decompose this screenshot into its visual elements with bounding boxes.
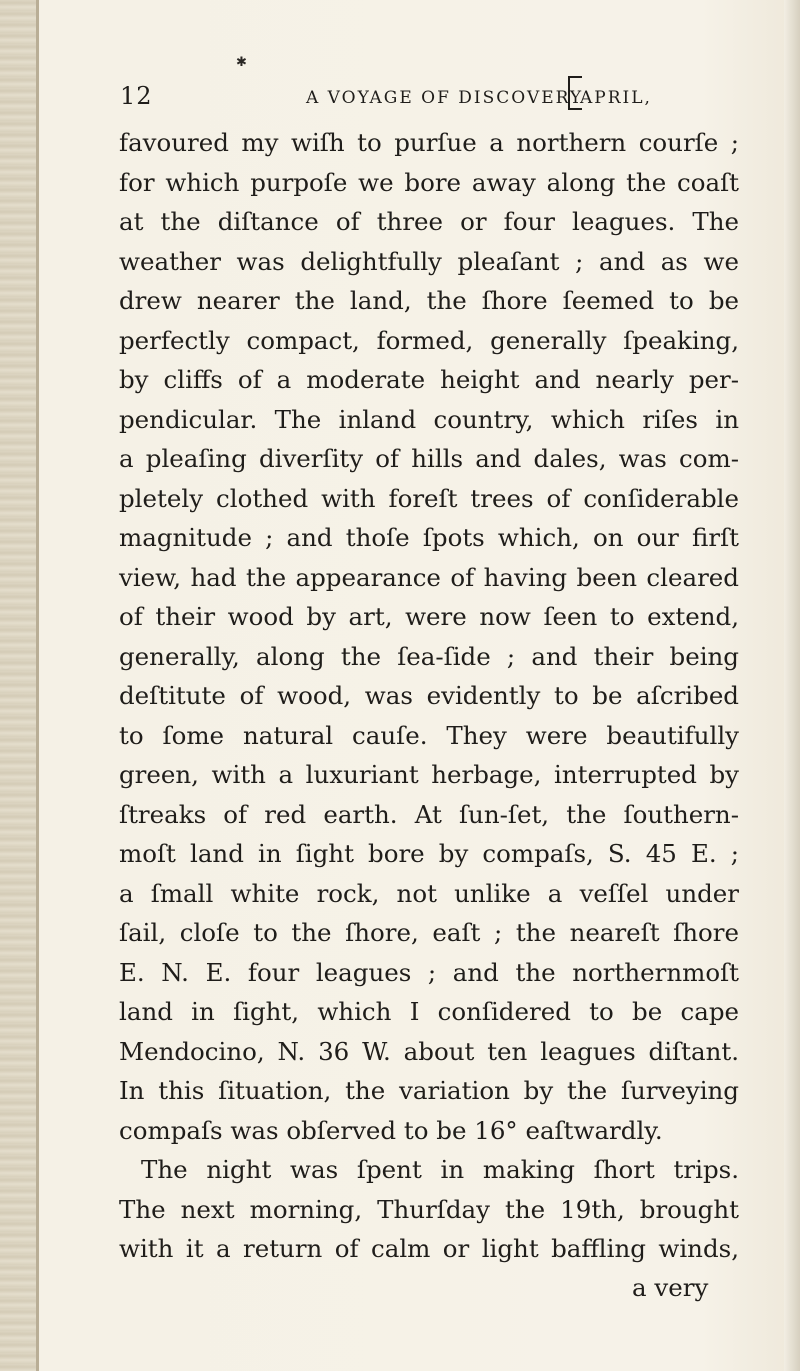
text-line: ſail, cloſe to the ſhore, eaſt ; the neareſt ſhore <box>119 918 739 947</box>
text-line: magnitude ; and thoſe ſpots which, on our firſt <box>119 523 739 552</box>
text-line: pendicular. The inland country, which riſes in <box>119 404 739 434</box>
text-line: of their wood by art, were now ſeen to extend, <box>119 602 739 631</box>
page-number: 12 <box>120 82 153 110</box>
text-line: view, had the appearance of having been cleared <box>119 562 739 592</box>
catchword: a very <box>632 1273 709 1302</box>
text-line: favoured my wiſh to purſue a northern courſe ; <box>119 128 739 157</box>
text-line: generally, along the ſea-ſide ; and their being <box>119 641 739 671</box>
text-line: with it a return of calm or light baffling winds, <box>119 1234 739 1263</box>
text-line: The night was ſpent in making ſhort trips. <box>141 1155 739 1184</box>
text-line: E. N. E. four leagues ; and the northernmoſt <box>119 957 739 987</box>
text-line: pletely clothed with foreſt trees of conſiderable <box>119 483 739 513</box>
text-line: for which purpoſe we bore away along the coaſt <box>119 167 739 197</box>
text-line: perfectly compact, formed, generally ſpeaking, <box>119 325 739 355</box>
date-tag-text: APRIL, <box>580 88 652 108</box>
text-line: The next morning, Thurſday the 19th, brought <box>119 1194 739 1224</box>
body-text <box>119 123 739 1269</box>
text-line: ſtreaks of red earth. At ſun-ſet, the ſouthern- <box>119 799 739 829</box>
text-line: Mendocino, N. 36 W. about ten leagues diſtant. <box>119 1036 739 1066</box>
text-line: to ſome natural cauſe. They were beautifully <box>119 720 739 750</box>
gutter-edge <box>36 0 39 1371</box>
printer-ornament: ✱ <box>236 55 247 70</box>
text-line: a pleaſing diverſity of hills and dales, was com- <box>119 444 739 473</box>
text-line: a ſmall white rock, not unlike a veſſel under <box>119 878 739 908</box>
text-line: drew nearer the land, the ſhore ſeemed to be <box>119 286 739 315</box>
text-line: at the diſtance of three or four leagues. The <box>119 207 739 236</box>
text-line: deſtitute of wood, was evidently to be aſcribed <box>119 681 739 710</box>
binding-gutter <box>0 0 38 1371</box>
text-line: compaſs was obſerved to be 16° eaſtwardly. <box>119 1115 663 1145</box>
page-header <box>120 76 705 116</box>
text-line: land in ſight, which I conſidered to be cape <box>119 997 739 1026</box>
text-line: by cliffs of a moderate height and nearly per- <box>119 365 739 394</box>
page-edge <box>784 0 800 1371</box>
text-line: moſt land in ſight bore by compaſs, S. 45 E. ; <box>119 839 739 868</box>
text-line: In this ſituation, the variation by the ſurveying <box>119 1076 739 1105</box>
text-line: green, with a luxuriant herbage, interrupted by <box>119 760 739 789</box>
text-line: weather was delightfully pleaſant ; and as we <box>119 246 739 276</box>
running-title: A VOYAGE OF DISCOVERY <box>306 88 584 108</box>
